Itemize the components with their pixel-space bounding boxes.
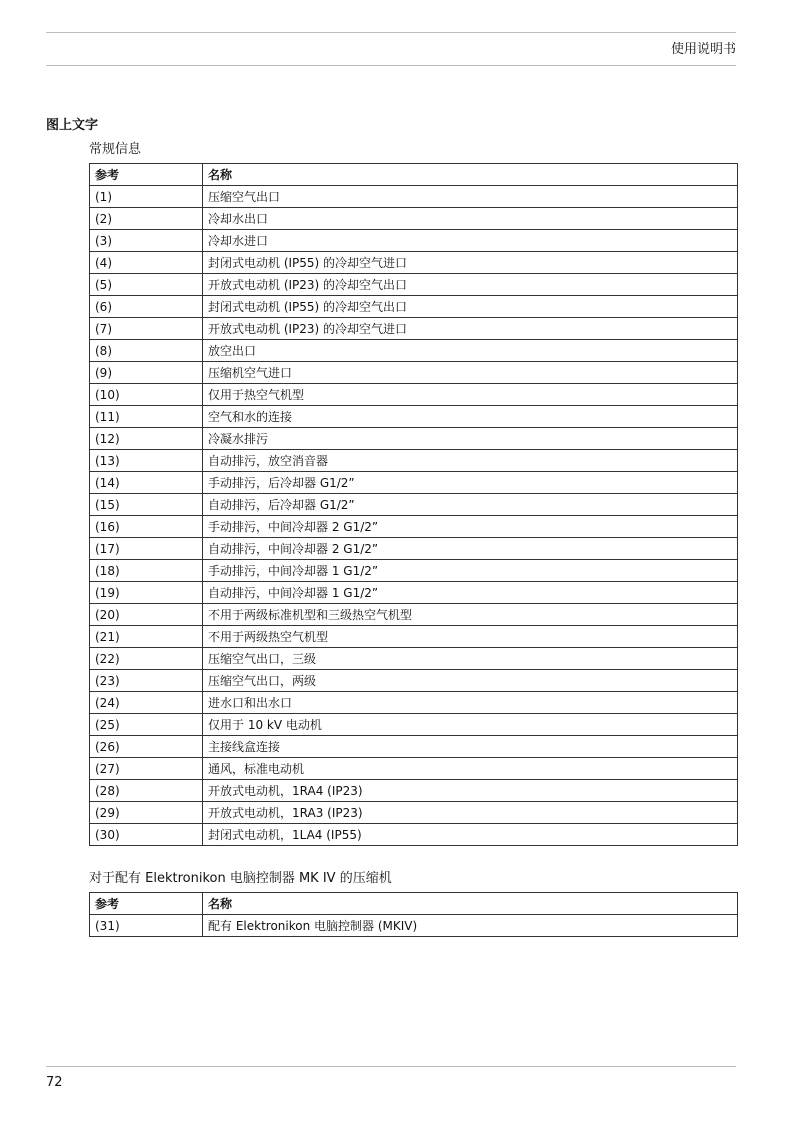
- table-row: [90, 274, 738, 296]
- name-cell: 压缩空气出口: [203, 186, 738, 208]
- table-row: [90, 670, 738, 692]
- name-cell: 仅用于热空气机型: [203, 384, 738, 406]
- reference-cell: (12): [90, 428, 203, 450]
- table-row: [90, 560, 738, 582]
- name-cell: 手动排污，中间冷却器 1 G1/2”: [203, 560, 738, 582]
- name-cell: 放空出口: [203, 340, 738, 362]
- name-cell: 进水口和出水口: [203, 692, 738, 714]
- reference-cell: (27): [90, 758, 203, 780]
- name-cell: 自动排污，后冷却器 G1/2”: [203, 494, 738, 516]
- table-row: [90, 824, 738, 846]
- table-row: [90, 582, 738, 604]
- reference-cell: (10): [90, 384, 203, 406]
- table-row: [90, 538, 738, 560]
- table-row: [90, 252, 738, 274]
- name-cell: 自动排污，中间冷却器 1 G1/2”: [203, 582, 738, 604]
- reference-cell: (17): [90, 538, 203, 560]
- name-cell: 开放式电动机，1RA4 (IP23): [203, 780, 738, 802]
- document-title: 使用说明书: [670, 42, 736, 57]
- reference-cell: (28): [90, 780, 203, 802]
- reference-cell: (1): [90, 186, 203, 208]
- name-cell: 冷凝水排污: [203, 428, 738, 450]
- general-info-table: [89, 163, 738, 846]
- table-row: [90, 758, 738, 780]
- column-header-name: 名称: [203, 164, 738, 186]
- name-cell: 开放式电动机 (IP23) 的冷却空气进口: [203, 318, 738, 340]
- name-cell: 仅用于 10 kV 电动机: [203, 714, 738, 736]
- name-cell: 开放式电动机，1RA3 (IP23): [203, 802, 738, 824]
- table-row: [90, 516, 738, 538]
- name-cell: 通风，标准电动机: [203, 758, 738, 780]
- column-header-reference: 参考: [90, 164, 203, 186]
- reference-cell: (22): [90, 648, 203, 670]
- footer-rule: [46, 1066, 736, 1067]
- name-cell: 封闭式电动机，1LA4 (IP55): [203, 824, 738, 846]
- reference-cell: (4): [90, 252, 203, 274]
- name-cell: 压缩机空气进口: [203, 362, 738, 384]
- table-row: [90, 340, 738, 362]
- reference-cell: (26): [90, 736, 203, 758]
- page-number: 72: [46, 1075, 63, 1090]
- table-row: [90, 915, 738, 937]
- column-header-name: 名称: [203, 893, 738, 915]
- reference-cell: (20): [90, 604, 203, 626]
- name-cell: 手动排污，后冷却器 G1/2”: [203, 472, 738, 494]
- reference-cell: (5): [90, 274, 203, 296]
- reference-cell: (30): [90, 824, 203, 846]
- name-cell: 自动排污，中间冷却器 2 G1/2”: [203, 538, 738, 560]
- header-rule-bottom: [46, 65, 736, 66]
- table-row: [90, 362, 738, 384]
- name-cell: 冷却水出口: [203, 208, 738, 230]
- table-row: [90, 186, 738, 208]
- section-heading: 图上文字: [46, 118, 99, 133]
- table-row: [90, 604, 738, 626]
- reference-cell: (15): [90, 494, 203, 516]
- column-header-reference: 参考: [90, 893, 203, 915]
- table-row: [90, 428, 738, 450]
- table-row: [90, 230, 738, 252]
- reference-cell: (25): [90, 714, 203, 736]
- name-cell: 冷却水进口: [203, 230, 738, 252]
- name-cell: 不用于两级热空气机型: [203, 626, 738, 648]
- table-row: [90, 450, 738, 472]
- table-row: [90, 714, 738, 736]
- name-cell: 压缩空气出口，两级: [203, 670, 738, 692]
- reference-cell: (13): [90, 450, 203, 472]
- header-rule-top: [46, 32, 736, 33]
- table-row: [90, 472, 738, 494]
- name-cell: 主接线盒连接: [203, 736, 738, 758]
- reference-cell: (19): [90, 582, 203, 604]
- reference-cell: (16): [90, 516, 203, 538]
- reference-cell: (11): [90, 406, 203, 428]
- table-row: [90, 208, 738, 230]
- table-header-row: [90, 893, 738, 915]
- name-cell: 封闭式电动机 (IP55) 的冷却空气进口: [203, 252, 738, 274]
- table-row: [90, 736, 738, 758]
- name-cell: 配有 Elektronikon 电脑控制器 (MKIV): [203, 915, 738, 937]
- table-row: [90, 494, 738, 516]
- name-cell: 压缩空气出口，三级: [203, 648, 738, 670]
- table-row: [90, 780, 738, 802]
- reference-cell: (2): [90, 208, 203, 230]
- reference-cell: (14): [90, 472, 203, 494]
- name-cell: 空气和水的连接: [203, 406, 738, 428]
- table-row: [90, 384, 738, 406]
- reference-cell: (21): [90, 626, 203, 648]
- reference-cell: (9): [90, 362, 203, 384]
- table-header-row: [90, 164, 738, 186]
- general-info-heading: 常规信息: [89, 142, 142, 157]
- reference-cell: (24): [90, 692, 203, 714]
- reference-cell: (31): [90, 915, 203, 937]
- table-row: [90, 626, 738, 648]
- reference-cell: (18): [90, 560, 203, 582]
- reference-cell: (23): [90, 670, 203, 692]
- name-cell: 不用于两级标准机型和三级热空气机型: [203, 604, 738, 626]
- table-row: [90, 406, 738, 428]
- mkiv-heading: 对于配有 Elektronikon 电脑控制器 MK IV 的压缩机: [89, 871, 392, 886]
- table-row: [90, 318, 738, 340]
- reference-cell: (6): [90, 296, 203, 318]
- name-cell: 自动排污，放空消音器: [203, 450, 738, 472]
- table-row: [90, 692, 738, 714]
- mkiv-table: [89, 892, 738, 937]
- reference-cell: (3): [90, 230, 203, 252]
- reference-cell: (29): [90, 802, 203, 824]
- reference-cell: (7): [90, 318, 203, 340]
- name-cell: 封闭式电动机 (IP55) 的冷却空气出口: [203, 296, 738, 318]
- reference-cell: (8): [90, 340, 203, 362]
- table-row: [90, 802, 738, 824]
- table-row: [90, 296, 738, 318]
- name-cell: 开放式电动机 (IP23) 的冷却空气出口: [203, 274, 738, 296]
- table-row: [90, 648, 738, 670]
- name-cell: 手动排污，中间冷却器 2 G1/2”: [203, 516, 738, 538]
